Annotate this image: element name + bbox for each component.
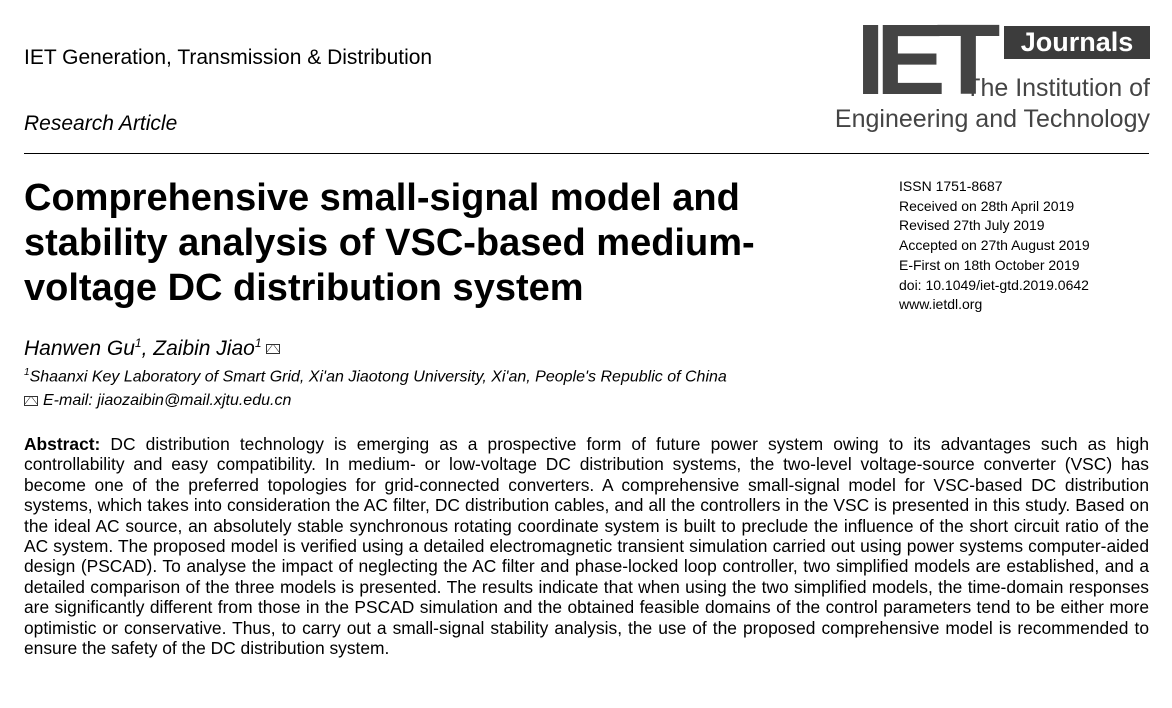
doi-link[interactable]: doi: 10.1049/iet-gtd.2019.0642 [899,276,1089,293]
corresponding-email [24,392,291,410]
institution-line-2: Engineering and Technology [834,105,1150,133]
affiliation-marker: 1 [254,336,262,350]
journals-badge: Journals [1004,26,1150,59]
institution-line-1: The Institution of [965,74,1150,102]
affiliation-text: Shaanxi Key Laboratory of Smart Grid, Xi'an Jiaotong University, Xi'an, People's Republic of China [29,368,727,386]
affiliation-marker: 1 [24,367,30,378]
article-title: Comprehensive small-signal model and stability analysis of VSC-based medium-voltage DC distribution system [24,177,755,309]
iet-logo-mark: IET [856,4,992,116]
author-list [24,336,280,361]
affiliation [24,367,727,386]
journal-name: IET Generation, Transmission & Distribution [24,46,433,69]
envelope-icon [24,396,38,406]
envelope-icon[interactable] [266,344,280,354]
accepted-date: Accepted on 27th August 2019 [899,237,1090,254]
article-metadata [899,177,1090,315]
author-name[interactable]: Hanwen Gu [24,337,135,360]
author-separator: , [141,337,154,360]
revised-date: Revised 27th July 2019 [899,217,1045,234]
abstract [24,434,1149,658]
website-link[interactable]: www.ietdl.org [899,296,983,313]
article-type: Research Article [24,112,178,135]
efirst-date: E-First on 18th October 2019 [899,256,1080,273]
received-date: Received on 28th April 2019 [899,197,1075,214]
abstract-text: DC distribution technology is emerging as a prospective form of future power system owing to its advantages such as high controllability and easy compatibility. In medium- or low-voltage DC distribution systems, the two-level voltage-source converter (VSC) has become one of the preferred topologies for grid-connected converters. A comprehensive small-signal model for VSC-based DC distribution systems, which takes into consideration the AC filter, DC distribution cables, and all the controllers in the VSC is presented in this study. Based on the ideal AC source, an absolutely stable synchronous rotating coordinate system is built to preclude the influence of the short circuit ratio of the AC system. The proposed model is verified using a detailed electromagnetic transient simulation carried out using power systems computer-aided design (PSCAD). To analyse the impact of neglecting the AC filter and phase-locked loop controller, two simplified models are established, and a detailed comparison of the three models is presented. The results indicate that when using the two simplified models, the time-domain responses are significantly different from those in the PSCAD simulation and the obtained feasible domains of the control parameters tend to be either more optimistic or conservative. Thus, to carry out a small-signal stability analysis, the use of the proposed comprehensive model is recommended to ensure the safety of the DC distribution system. [24,434,1149,659]
author-name[interactable]: Zaibin Jiao [153,337,255,360]
header-divider [24,153,1149,154]
email-text[interactable]: E-mail: jiaozaibin@mail.xjtu.edu.cn [43,392,292,409]
affiliation-marker: 1 [134,336,142,350]
iet-journals-logo [834,4,1150,136]
abstract-label: Abstract: [24,434,101,454]
issn: ISSN 1751-8687 [899,178,1003,194]
